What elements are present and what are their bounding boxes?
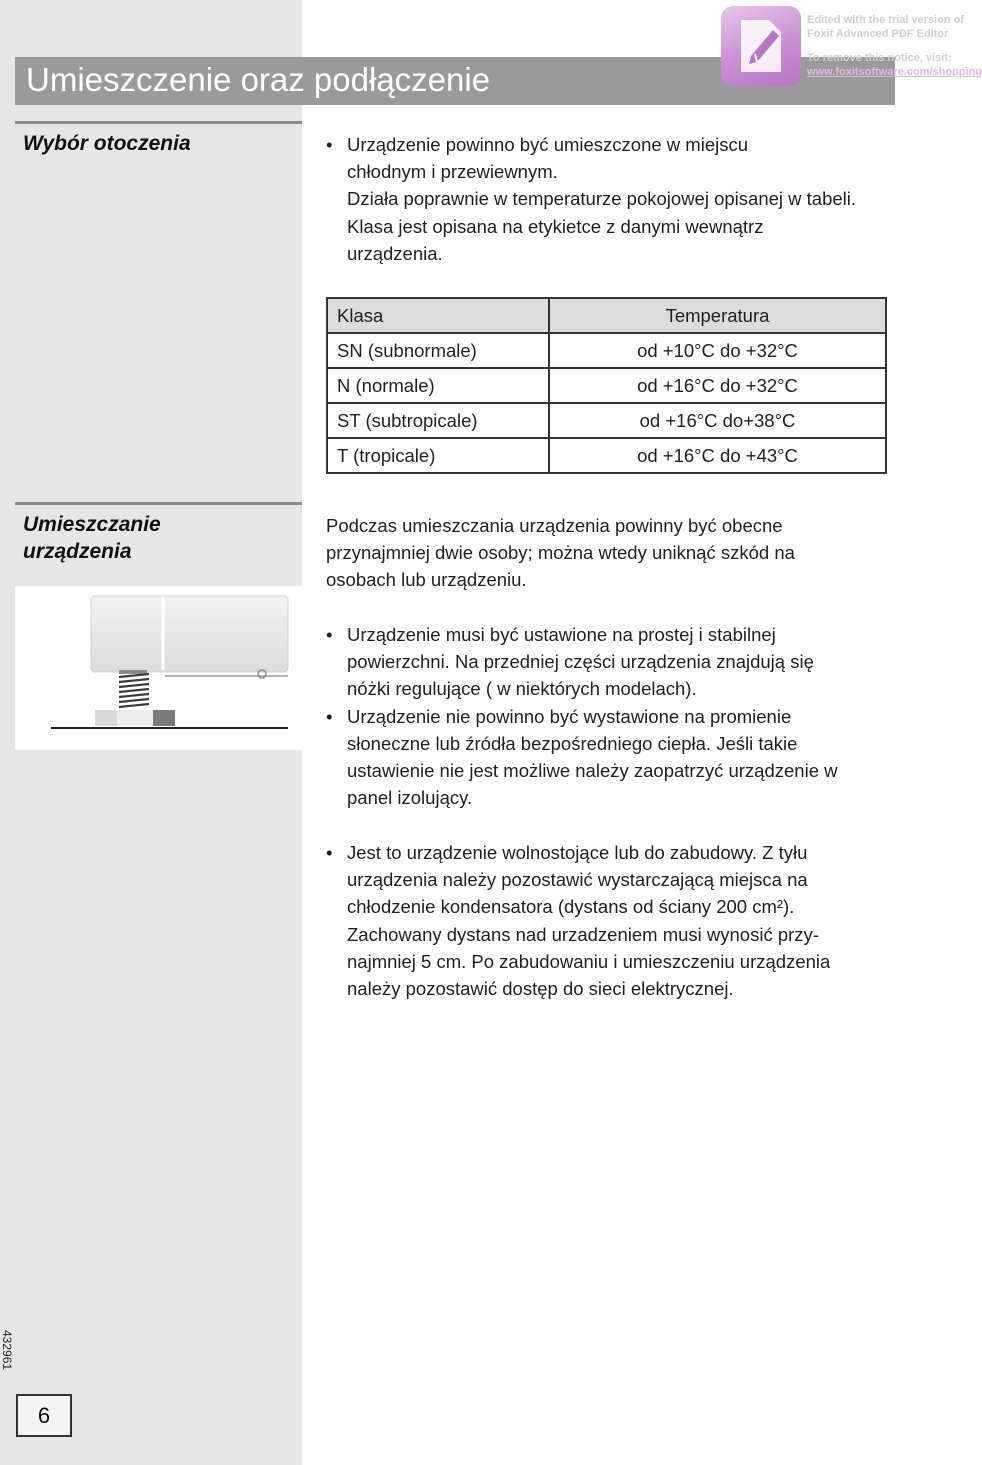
page-number-box [16,1394,72,1437]
environment-bullet-list [326,131,881,267]
table-cell: od +16°C do+38°C [549,403,886,438]
watermark-link[interactable]: www.foxitsoftware.com/shopping [807,66,982,78]
installation-bullet-list [326,839,881,1002]
section-title-line: urządzenia [23,540,132,563]
list-item [326,131,881,267]
table-row [327,368,886,403]
text-line: Jest to urządzenie wolnostojące lub do zabudowy. Z tyłu [347,842,808,863]
table-cell: N (normale) [327,368,549,403]
text-line: Klasa jest opisana na etykietce z danymi wewnątrz [347,215,764,237]
section-title-environment: Wybór otoczenia [23,132,191,155]
text-line: nóżki regulujące ( w niektórych modelach). [347,678,697,700]
table-cell: ST (subtropicale) [327,403,549,438]
pencil-document-icon [721,6,801,86]
text-line: Urządzenie musi być ustawione na prostej i stabilnej [347,624,776,645]
table-cell: SN (subnormale) [327,333,549,368]
column-header-temperature: Temperatura [549,298,886,333]
section-divider [15,121,302,124]
watermark [721,6,982,88]
text-line: osobach lub urządzeniu. [326,569,527,591]
watermark-line-2: Foxit Advanced PDF Editor [807,28,949,40]
text-line: najmniej 5 cm. Po zabudowaniu i umieszczeniu urządzenia [347,950,831,972]
text-line: powierzchni. Na przedniej części urządzenia znajdują się [347,651,814,673]
text-line: urządzenia należy pozostawić wystarczającą miejsca na [347,869,808,891]
document-code: 432961 [0,1330,14,1371]
list-item [326,839,881,1002]
watermark-line-3: To remove this notice, visit: [807,52,952,64]
text-line: chłodnym i przewiewnym. [347,161,558,183]
table-row [327,403,886,438]
table-row [327,438,886,473]
watermark-line-1: Edited with the trial version of [807,14,965,26]
placement-intro-paragraph [326,512,856,594]
text-line: urządzenia. [347,242,443,264]
text-line: przynajmniej dwie osoby; można wtedy uniknąć szkód na [326,542,795,564]
table-cell: od +16°C do +43°C [549,438,886,473]
column-header-class: Klasa [327,298,549,333]
text-line: ustawienie nie jest możliwe należy zaopatrzyć urządzenie w [347,760,838,782]
section-title-line: Umieszczanie [23,513,161,536]
list-item [326,621,881,703]
placement-bullet-list [326,621,881,811]
table-cell: od +16°C do +32°C [549,368,886,403]
table-row [327,333,886,368]
page-title: Umieszczenie oraz podłączenie [26,61,491,98]
section-divider [15,502,302,505]
text-line: panel izolujący. [347,787,473,809]
text-line: Działa poprawnie w temperaturze pokojowej opisanej w tabeli. [347,188,857,210]
text-line: Podczas umieszczania urządzenia powinny być obecne [326,515,783,536]
adjustable-foot-illustration [15,586,302,750]
text-line: należy pozostawić dostęp do sieci elektrycznej. [347,978,734,1000]
text-line: słoneczne lub źródła bezpośredniego ciepła. Jeśli takie [347,732,798,754]
text-line: Zachowany dystans nad urzadzeniem musi wynosić przy- [347,923,819,945]
table-cell: od +10°C do +32°C [549,333,886,368]
table-cell: T (tropicale) [327,438,549,473]
list-item [326,703,881,812]
climate-class-table [326,297,887,474]
text-line: Urządzenie nie powinno być wystawione na promienie [347,705,792,727]
page-number: 6 [37,1403,51,1428]
text-line: Urządzenie powinno być umieszczone w miejscu [347,134,749,155]
section-title-placement [23,511,161,565]
table-header-row [327,298,886,333]
text-line: chłodzenie kondensatora (dystans od ściany 200 cm²). [347,896,795,918]
